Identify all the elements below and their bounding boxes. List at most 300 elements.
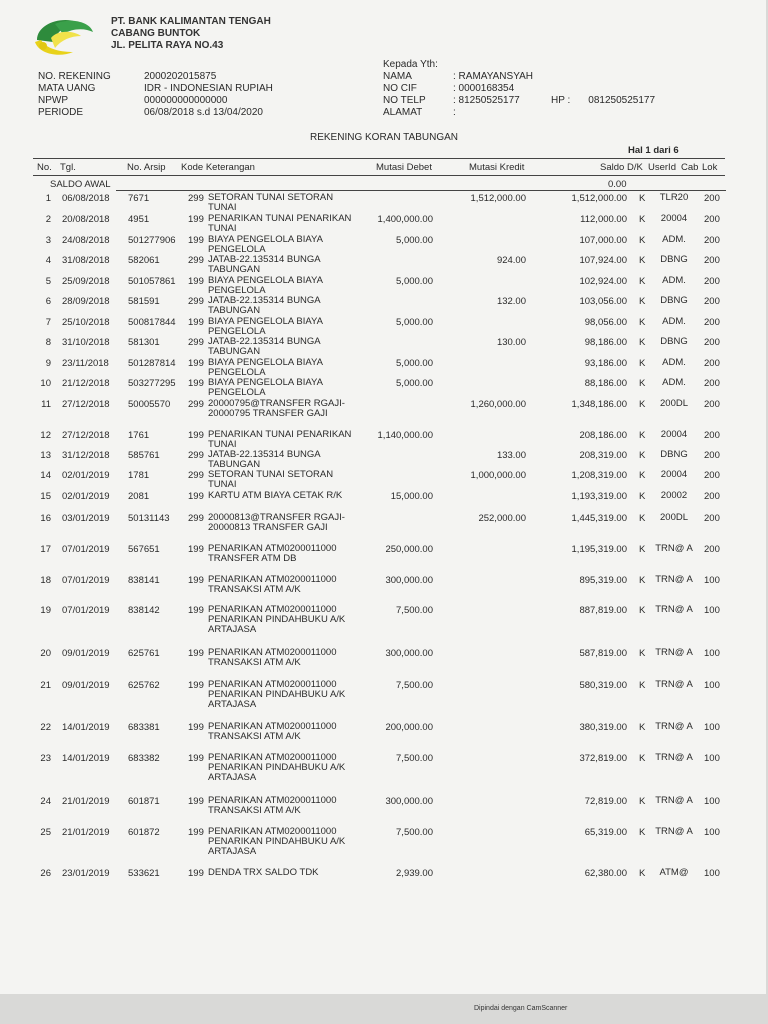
row-userid: 20004 <box>660 213 688 224</box>
row-number: 20 <box>40 648 51 659</box>
row-saldo: 103,056.00 <box>579 296 627 307</box>
row-kode: 299 <box>188 470 204 481</box>
row-dk: K <box>639 648 646 659</box>
row-userid: DBNG <box>660 449 688 460</box>
row-arsip: 838141 <box>128 575 160 586</box>
row-cab: 100 <box>704 722 720 733</box>
row-arsip: 581591 <box>128 296 160 307</box>
row-number: 24 <box>40 796 51 807</box>
cif-value: : 0000168354 <box>453 83 515 94</box>
row-saldo: 1,193,319.00 <box>571 491 627 502</box>
row-description: JATAB-22.135314 BUNGA TABUNGAN <box>208 449 321 470</box>
row-kredit: 133.00 <box>496 450 526 461</box>
row-cab: 200 <box>704 450 720 461</box>
row-dk: K <box>639 868 646 879</box>
row-arsip: 503277295 <box>128 378 176 389</box>
row-description: PENARIKAN ATM0200011000 PENARIKAN PINDAHBUKU A/K ARTAJASA <box>208 679 346 710</box>
table-row <box>0 826 766 857</box>
row-kredit: 130.00 <box>496 337 526 348</box>
col-date: Tgl. <box>60 162 76 173</box>
row-date: 27/12/2018 <box>62 430 110 441</box>
table-row <box>0 512 766 533</box>
row-debet: 300,000.00 <box>385 575 433 586</box>
row-dk: K <box>639 193 646 204</box>
row-number: 25 <box>40 827 51 838</box>
row-userid: 200DL <box>660 512 688 523</box>
row-number: 17 <box>40 544 51 555</box>
row-saldo: 102,924.00 <box>579 276 627 287</box>
row-saldo: 1,348,186.00 <box>571 399 627 410</box>
row-userid: ATM@ <box>659 867 689 878</box>
row-kode: 199 <box>188 491 204 502</box>
row-saldo: 107,924.00 <box>579 255 627 266</box>
row-cab: 100 <box>704 648 720 659</box>
row-date: 21/12/2018 <box>62 378 110 389</box>
row-kode: 199 <box>188 575 204 586</box>
row-description: BIAYA PENGELOLA BIAYA PENGELOLA <box>208 357 323 378</box>
row-debet: 7,500.00 <box>396 753 433 764</box>
opening-saldo: 0.00 <box>608 179 627 190</box>
row-kode: 199 <box>188 214 204 225</box>
row-cab: 200 <box>704 296 720 307</box>
col-lok: Lok <box>702 162 718 173</box>
row-number: 9 <box>45 358 51 369</box>
row-date: 07/01/2019 <box>62 544 110 555</box>
row-debet: 5,000.00 <box>396 358 433 369</box>
row-kode: 299 <box>188 193 204 204</box>
row-kode: 299 <box>188 296 204 307</box>
row-cab: 200 <box>704 337 720 348</box>
row-dk: K <box>639 680 646 691</box>
row-kode: 299 <box>188 255 204 266</box>
row-dk: K <box>639 575 646 586</box>
row-dk: K <box>639 276 646 287</box>
row-description: PENARIKAN TUNAI PENARIKAN TUNAI <box>208 213 352 234</box>
table-row <box>0 752 766 783</box>
row-kode: 299 <box>188 399 204 410</box>
row-arsip: 585761 <box>128 450 160 461</box>
row-userid: TRN@ A <box>655 604 693 615</box>
row-saldo: 62,380.00 <box>584 868 627 879</box>
row-dk: K <box>639 470 646 481</box>
row-description: DENDA TRX SALDO TDK <box>208 867 319 878</box>
bank-branch: CABANG BUNTOK <box>111 28 201 39</box>
row-arsip: 4951 <box>128 214 150 225</box>
row-description: JATAB-22.135314 BUNGA TABUNGAN <box>208 336 321 357</box>
row-kode: 199 <box>188 605 204 616</box>
row-userid: TRN@ A <box>655 752 693 763</box>
col-kode-keterangan: Kode Keterangan <box>181 162 255 173</box>
row-userid: ADM. <box>662 275 686 286</box>
row-dk: K <box>639 513 646 524</box>
row-number: 22 <box>40 722 51 733</box>
row-kode: 199 <box>188 680 204 691</box>
row-date: 31/10/2018 <box>62 337 110 348</box>
row-saldo: 208,319.00 <box>579 450 627 461</box>
row-saldo: 587,819.00 <box>579 648 627 659</box>
row-userid: ADM. <box>662 357 686 368</box>
row-date: 02/01/2019 <box>62 470 110 481</box>
row-cab: 200 <box>704 193 720 204</box>
header-rule-bottom <box>116 190 726 191</box>
row-cab: 100 <box>704 868 720 879</box>
col-userid: UserId <box>648 162 676 173</box>
row-kode: 199 <box>188 868 204 879</box>
row-cab: 200 <box>704 358 720 369</box>
column-header-row <box>0 162 766 174</box>
row-arsip: 533621 <box>128 868 160 879</box>
row-date: 07/01/2019 <box>62 575 110 586</box>
page-indicator: Hal 1 dari 6 <box>628 145 679 156</box>
row-saldo: 1,445,319.00 <box>571 513 627 524</box>
row-date: 09/01/2019 <box>62 648 110 659</box>
row-cab: 200 <box>704 544 720 555</box>
row-date: 14/01/2019 <box>62 753 110 764</box>
row-cab: 100 <box>704 796 720 807</box>
row-date: 02/01/2019 <box>62 491 110 502</box>
currency-value: IDR - INDONESIAN RUPIAH <box>144 83 273 94</box>
table-row <box>0 429 766 450</box>
row-date: 23/11/2018 <box>62 358 109 369</box>
row-cab: 100 <box>704 575 720 586</box>
table-row <box>0 377 766 398</box>
row-date: 21/01/2019 <box>62 796 110 807</box>
row-arsip: 2081 <box>128 491 150 502</box>
row-userid: 20004 <box>660 429 688 440</box>
bank-logo-icon <box>33 14 97 58</box>
row-debet: 5,000.00 <box>396 378 433 389</box>
row-kode: 199 <box>188 753 204 764</box>
row-number: 6 <box>45 296 51 307</box>
row-userid: TRN@ A <box>655 543 693 554</box>
row-kredit: 132.00 <box>496 296 526 307</box>
row-saldo: 88,186.00 <box>584 378 627 389</box>
period-value: 06/08/2018 s.d 13/04/2020 <box>144 107 263 118</box>
row-date: 06/08/2018 <box>62 193 110 204</box>
address-value: : <box>453 107 456 118</box>
row-userid: ADM. <box>662 234 686 245</box>
row-saldo: 107,000.00 <box>579 235 627 246</box>
row-cab: 200 <box>704 513 720 524</box>
row-kode: 299 <box>188 337 204 348</box>
row-kredit: 252,000.00 <box>478 513 526 524</box>
row-cab: 200 <box>704 235 720 246</box>
row-kredit: 924.00 <box>496 255 526 266</box>
account-number-label: NO. REKENING <box>38 71 111 82</box>
row-dk: K <box>639 358 646 369</box>
row-description: JATAB-22.135314 BUNGA TABUNGAN <box>208 295 321 316</box>
row-date: 25/10/2018 <box>62 317 110 328</box>
table-row <box>0 336 766 357</box>
row-number: 1 <box>45 193 51 204</box>
row-dk: K <box>639 450 646 461</box>
row-date: 03/01/2019 <box>62 513 110 524</box>
row-userid: TRN@ A <box>655 574 693 585</box>
row-debet: 7,500.00 <box>396 827 433 838</box>
row-dk: K <box>639 337 646 348</box>
row-userid: 200DL <box>660 398 688 409</box>
col-saldo: Saldo <box>600 162 625 173</box>
row-kode: 199 <box>188 722 204 733</box>
row-cab: 200 <box>704 399 720 410</box>
row-kode: 299 <box>188 513 204 524</box>
row-arsip: 601871 <box>128 796 160 807</box>
row-userid: TRN@ A <box>655 826 693 837</box>
account-info <box>38 71 273 119</box>
row-saldo: 93,186.00 <box>584 358 627 369</box>
currency-label: MATA UANG <box>38 83 96 94</box>
row-date: 14/01/2019 <box>62 722 110 733</box>
row-dk: K <box>639 827 646 838</box>
row-date: 28/09/2018 <box>62 296 110 307</box>
row-cab: 100 <box>704 680 720 691</box>
name-label: NAMA <box>383 71 412 82</box>
row-description: PENARIKAN ATM0200011000 PENARIKAN PINDAHBUKU A/K ARTAJASA <box>208 752 346 783</box>
header-rule-mid <box>33 175 725 176</box>
row-arsip: 567651 <box>128 544 160 555</box>
row-dk: K <box>639 296 646 307</box>
scanner-footer: Dipindai dengan CamScanner <box>474 1005 568 1012</box>
table-row <box>0 398 766 419</box>
row-number: 11 <box>41 399 51 410</box>
row-arsip: 7671 <box>128 193 150 204</box>
bank-address: JL. PELITA RAYA NO.43 <box>111 40 224 51</box>
row-arsip: 838142 <box>128 605 160 616</box>
row-number: 8 <box>45 337 51 348</box>
cif-label: NO CIF <box>383 83 417 94</box>
row-debet: 5,000.00 <box>396 235 433 246</box>
row-debet: 1,400,000.00 <box>377 214 433 225</box>
row-saldo: 580,319.00 <box>579 680 627 691</box>
npwp-value: 000000000000000 <box>144 95 228 106</box>
row-date: 07/01/2019 <box>62 605 110 616</box>
row-dk: K <box>639 430 646 441</box>
row-userid: TRN@ A <box>655 721 693 732</box>
hp-value: 081250525177 <box>588 95 656 106</box>
row-debet: 200,000.00 <box>385 722 433 733</box>
row-number: 12 <box>40 430 51 441</box>
table-row <box>0 316 766 337</box>
row-number: 13 <box>40 450 51 461</box>
address-label: ALAMAT <box>383 107 423 118</box>
recipient-info <box>383 59 533 119</box>
row-number: 15 <box>40 491 51 502</box>
row-dk: K <box>639 214 646 225</box>
row-description: BIAYA PENGELOLA BIAYA PENGELOLA <box>208 234 323 255</box>
row-saldo: 1,512,000.00 <box>571 193 627 204</box>
row-dk: K <box>639 491 646 502</box>
row-description: PENARIKAN ATM0200011000 TRANSAKSI ATM A/K <box>208 574 337 595</box>
row-arsip: 501287814 <box>128 358 176 369</box>
row-date: 24/08/2018 <box>62 235 110 246</box>
row-date: 20/08/2018 <box>62 214 110 225</box>
row-description: SETORAN TUNAI SETORAN TUNAI <box>208 192 334 213</box>
row-saldo: 380,319.00 <box>579 722 627 733</box>
table-row <box>0 449 766 470</box>
row-date: 21/01/2019 <box>62 827 110 838</box>
table-row <box>0 213 766 234</box>
row-kode: 199 <box>188 317 204 328</box>
row-description: PENARIKAN TUNAI PENARIKAN TUNAI <box>208 429 352 450</box>
table-row <box>0 469 766 490</box>
row-description: PENARIKAN ATM0200011000 TRANSAKSI ATM A/K <box>208 795 337 816</box>
table-row <box>0 574 766 595</box>
row-date: 09/01/2019 <box>62 680 110 691</box>
row-arsip: 1761 <box>128 430 150 441</box>
row-date: 25/09/2018 <box>62 276 110 287</box>
phone-value: : 81250525177 <box>453 95 520 106</box>
table-row <box>0 679 766 710</box>
row-debet: 2,939.00 <box>396 868 433 879</box>
row-number: 2 <box>45 214 51 225</box>
row-arsip: 683382 <box>128 753 160 764</box>
row-dk: K <box>639 399 646 410</box>
row-description: JATAB-22.135314 BUNGA TABUNGAN <box>208 254 321 275</box>
table-row <box>0 721 766 742</box>
row-cab: 200 <box>704 470 720 481</box>
row-userid: TLR20 <box>659 192 689 203</box>
row-saldo: 98,186.00 <box>584 337 627 348</box>
row-kode: 199 <box>188 544 204 555</box>
row-kode: 199 <box>188 235 204 246</box>
row-cab: 200 <box>704 430 720 441</box>
row-dk: K <box>639 317 646 328</box>
row-date: 27/12/2018 <box>62 399 110 410</box>
row-cab: 100 <box>704 753 720 764</box>
row-kredit: 1,000,000.00 <box>470 470 526 481</box>
row-description: BIAYA PENGELOLA BIAYA PENGELOLA <box>208 316 323 337</box>
opening-label: SALDO AWAL <box>50 179 111 190</box>
row-number: 23 <box>40 753 51 764</box>
row-userid: 20004 <box>660 469 688 480</box>
row-saldo: 112,000.00 <box>580 214 627 225</box>
name-value: : RAMAYANSYAH <box>453 71 534 82</box>
row-description: SETORAN TUNAI SETORAN TUNAI <box>208 469 334 490</box>
row-number: 26 <box>40 868 51 879</box>
col-dk: D/K <box>627 162 643 173</box>
row-dk: K <box>639 722 646 733</box>
row-kode: 199 <box>188 648 204 659</box>
row-number: 5 <box>45 276 51 287</box>
row-arsip: 50005570 <box>128 399 171 410</box>
row-saldo: 1,208,319.00 <box>571 470 627 481</box>
row-number: 4 <box>45 255 51 266</box>
table-row <box>0 234 766 255</box>
bank-name: PT. BANK KALIMANTAN TENGAH <box>111 16 271 27</box>
account-number-value: 2000202015875 <box>144 71 217 82</box>
row-kredit: 1,512,000.00 <box>470 193 526 204</box>
table-row <box>0 275 766 296</box>
row-date: 31/12/2018 <box>62 450 110 461</box>
table-row <box>0 543 766 564</box>
row-description: PENARIKAN ATM0200011000 TRANSAKSI ATM A/K <box>208 721 337 742</box>
phone-label: NO TELP <box>383 95 426 106</box>
row-cab: 200 <box>704 276 720 287</box>
row-arsip: 582061 <box>128 255 160 266</box>
row-arsip: 601872 <box>128 827 160 838</box>
row-description: 20000795@TRANSFER RGAJI-20000795 TRANSFER GAJI <box>208 398 345 419</box>
table-row <box>0 491 766 501</box>
row-cab: 100 <box>704 827 720 838</box>
row-cab: 200 <box>704 378 720 389</box>
row-saldo: 887,819.00 <box>579 605 627 616</box>
table-row <box>0 868 766 878</box>
row-dk: K <box>639 235 646 246</box>
row-arsip: 625761 <box>128 648 160 659</box>
row-debet: 5,000.00 <box>396 276 433 287</box>
row-arsip: 501277906 <box>128 235 176 246</box>
row-saldo: 1,195,319.00 <box>571 544 627 555</box>
row-date: 23/01/2019 <box>62 868 110 879</box>
row-debet: 15,000.00 <box>390 491 433 502</box>
row-arsip: 1781 <box>128 470 150 481</box>
row-cab: 100 <box>704 605 720 616</box>
row-debet: 7,500.00 <box>396 605 433 616</box>
table-row <box>0 647 766 668</box>
npwp-label: NPWP <box>38 95 68 106</box>
period-label: PERIODE <box>38 107 84 118</box>
row-arsip: 501057861 <box>128 276 176 287</box>
row-arsip: 50131143 <box>128 513 170 524</box>
row-debet: 300,000.00 <box>385 796 433 807</box>
col-no: No. <box>37 162 52 173</box>
row-debet: 250,000.00 <box>385 544 433 555</box>
row-saldo: 208,186.00 <box>579 430 627 441</box>
row-cab: 200 <box>704 214 720 225</box>
row-kredit: 1,260,000.00 <box>470 399 526 410</box>
row-userid: ADM. <box>662 316 686 327</box>
table-row <box>0 192 766 213</box>
row-description: BIAYA PENGELOLA BIAYA PENGELOLA <box>208 275 323 296</box>
row-userid: DBNG <box>660 336 688 347</box>
row-date: 31/08/2018 <box>62 255 110 266</box>
row-saldo: 895,319.00 <box>579 575 627 586</box>
row-number: 21 <box>40 680 51 691</box>
row-debet: 300,000.00 <box>385 648 433 659</box>
row-number: 10 <box>40 378 51 389</box>
row-description: BIAYA PENGELOLA BIAYA PENGELOLA <box>208 377 323 398</box>
row-arsip: 683381 <box>128 722 160 733</box>
row-saldo: 65,319.00 <box>584 827 627 838</box>
row-kode: 199 <box>188 796 204 807</box>
row-number: 18 <box>40 575 51 586</box>
row-userid: DBNG <box>660 295 688 306</box>
col-kredit: Mutasi Kredit <box>469 162 525 173</box>
row-description: 20000813@TRANSFER RGAJI-20000813 TRANSFER GAJI <box>208 512 345 533</box>
row-saldo: 98,056.00 <box>584 317 627 328</box>
table-row <box>0 604 766 635</box>
row-description: PENARIKAN ATM0200011000 TRANSAKSI ATM A/K <box>208 647 337 668</box>
row-userid: 20002 <box>660 490 688 501</box>
row-userid: ADM. <box>662 377 686 388</box>
hp-label: HP : <box>551 95 571 106</box>
table-row <box>0 295 766 316</box>
row-debet: 1,140,000.00 <box>377 430 433 441</box>
row-cab: 200 <box>704 491 720 502</box>
row-number: 3 <box>45 235 51 246</box>
row-description: PENARIKAN ATM0200011000 PENARIKAN PINDAHBUKU A/K ARTAJASA <box>208 826 346 857</box>
row-dk: K <box>639 255 646 266</box>
row-kode: 199 <box>188 358 204 369</box>
row-description: PENARIKAN ATM0200011000 TRANSFER ATM DB <box>208 543 337 564</box>
row-arsip: 625762 <box>128 680 160 691</box>
row-description: KARTU ATM BIAYA CETAK R/K <box>208 490 343 501</box>
table-row <box>0 357 766 378</box>
bank-header <box>111 16 271 52</box>
row-description: PENARIKAN ATM0200011000 PENARIKAN PINDAHBUKU A/K ARTAJASA <box>208 604 346 635</box>
row-userid: TRN@ A <box>655 679 693 690</box>
row-arsip: 500817844 <box>128 317 176 328</box>
